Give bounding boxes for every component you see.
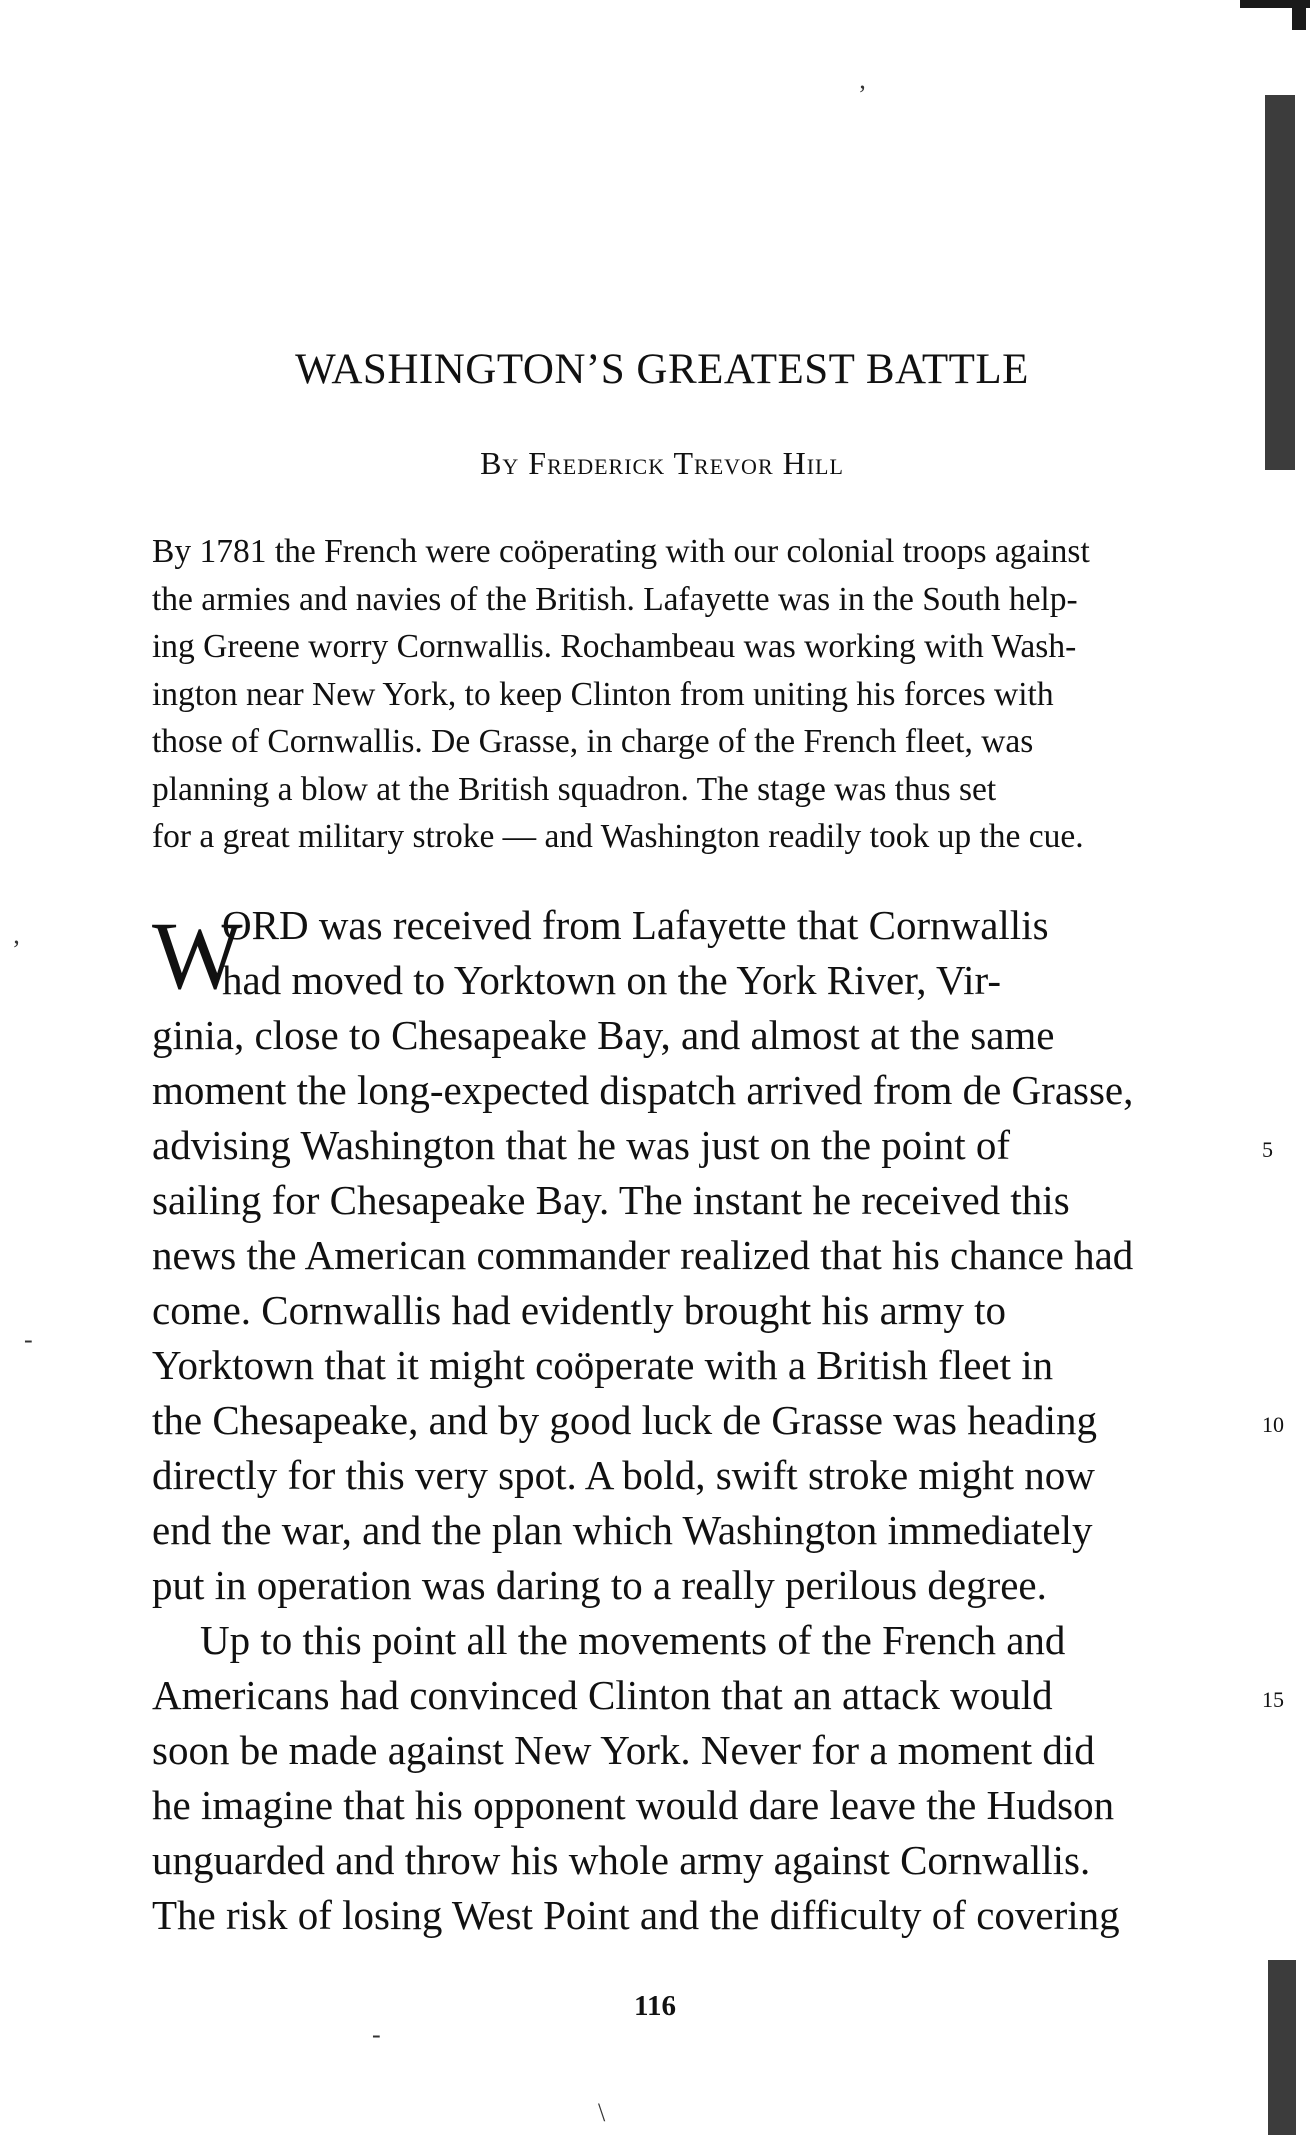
scan-speck: ʼ <box>858 80 867 109</box>
scan-speck: ʼ <box>12 935 21 964</box>
scan-speck: \ <box>598 2098 606 2127</box>
intro-line: ington near New York, to keep Clinton from uniting his forces with <box>152 675 1054 713</box>
body-line: unguarded and throw his whole army against Cornwallis. <box>152 1837 1091 1883</box>
body-line: advising Washington that he was just on the point of <box>152 1122 1010 1168</box>
scan-binding-shadow-lower <box>1268 1960 1296 2135</box>
intro-line: those of Cornwallis. De Grasse, in charge of the French fleet, was <box>152 723 1034 760</box>
body-line: news the American commander realized that his chance had <box>152 1232 1134 1278</box>
scan-speck: - <box>372 2020 381 2049</box>
body-line: Americans had convinced Clinton that an attack would <box>152 1672 1053 1718</box>
line-number: 5 <box>1262 1137 1273 1162</box>
intro-line: the armies and navies of the British. Lafayette was in the South help- <box>152 580 1078 618</box>
line-number: 15 <box>1262 1687 1284 1712</box>
body-line: come. Cornwallis had evidently brought his army to <box>152 1287 1007 1333</box>
body-line: had moved to Yorktown on the York River, Vir- <box>222 957 1002 1003</box>
body-line: The risk of losing West Point and the difficulty of covering <box>152 1892 1120 1938</box>
scan-binding-shadow-upper <box>1265 95 1295 470</box>
drop-cap: W <box>152 902 243 1009</box>
article-title: WASHINGTON’S GREATEST BATTLE <box>295 346 1029 393</box>
scan-edge-mark-top-right <box>1292 0 1306 30</box>
body-line: soon be made against New York. Never for a moment did <box>152 1727 1095 1773</box>
body-line: the Chesapeake, and by good luck de Grasse was heading <box>152 1397 1097 1443</box>
body-line: he imagine that his opponent would dare leave the Hudson <box>152 1782 1115 1828</box>
body-text <box>152 898 1255 1943</box>
body-line: directly for this very spot. A bold, swift stroke might now <box>152 1452 1095 1498</box>
article-byline: By Frederick Trevor Hill <box>480 445 844 481</box>
body-line: Yorktown that it might coöperate with a British fleet in <box>152 1342 1054 1388</box>
line-number: 10 <box>1262 1412 1284 1437</box>
body-line: ginia, close to Chesapeake Bay, and almost at the same <box>152 1012 1055 1058</box>
body-line: put in operation was daring to a really perilous degree. <box>152 1562 1047 1608</box>
body-line: Up to this point all the movements of the French and <box>200 1617 1066 1663</box>
scan-speck: - <box>24 1325 33 1354</box>
body-line: ORD was received from Lafayette that Cornwallis <box>222 902 1049 948</box>
intro-paragraph <box>152 528 1255 861</box>
intro-line: for a great military stroke — and Washington readily took up the cue. <box>152 818 1084 855</box>
body-line: sailing for Chesapeake Bay. The instant he received this <box>152 1177 1070 1223</box>
page-number: 116 <box>634 1990 676 2022</box>
intro-line: By 1781 the French were coöperating with our colonial troops against <box>152 533 1090 570</box>
intro-line: planning a blow at the British squadron. The stage was thus set <box>152 770 997 808</box>
body-line: end the war, and the plan which Washington immediately <box>152 1507 1093 1553</box>
intro-line: ing Greene worry Cornwallis. Rochambeau was working with Wash- <box>152 628 1077 665</box>
body-line: moment the long-expected dispatch arrived from de Grasse, <box>152 1067 1134 1113</box>
